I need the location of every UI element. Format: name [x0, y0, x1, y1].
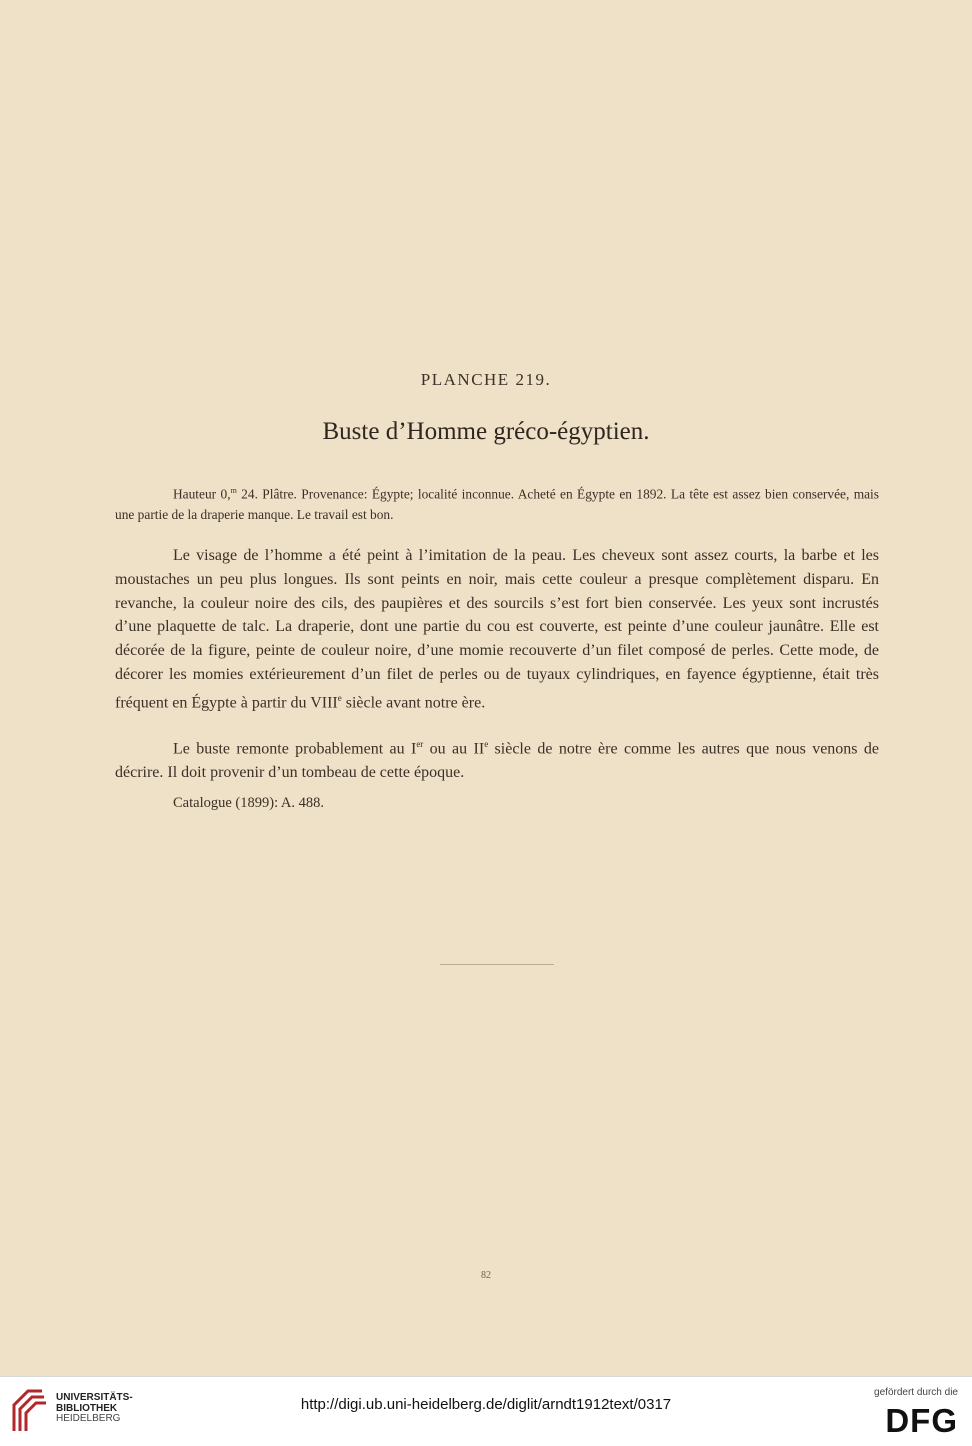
page-title: Buste d’Homme gréco-égyptien.	[322, 418, 650, 445]
paragraph-1-text: Le visage de l’homme a été peint à l’imitation de la peau. Les cheveux sont assez courts, la barbe et les moustaches un peu plus longues. Ils sont peints en noir, mais cette couleur a presque complètement disparu. En revanche, la couleur noire des cils, des paupières et des sourcils s’est fort bien conservée. Les yeux sont incrustés d’une plaquette de talc. La draperie, dont une partie du cou est couverte, est peinte d’une couleur jaunâtre. Elle est décorée de la figure, peinte de couleur noire, d’une momie recouverte d’un filet composé de perles. Cette mode, de décorer les momies extérieurement d’un filet de perles ou de tuyaux cylindriques, en fayence égyptienne, était très fréquent en Égypte à partir du VIII	[115, 547, 879, 712]
divider-rule	[440, 964, 554, 965]
paragraph-1-end: siècle avant notre ère.	[341, 694, 486, 712]
funding-text: gefördert durch die	[874, 1387, 958, 1398]
description-text-1: Hauteur 0,	[173, 486, 231, 502]
plate-heading: PLANCHE 219.	[420, 370, 552, 389]
paragraph-2-text-2: ou au II	[423, 740, 485, 758]
dfg-logo[interactable]: DFG	[885, 1402, 958, 1439]
library-line-2: BIBLIOTHEK	[56, 1402, 118, 1414]
library-line-3: HEIDELBERG	[56, 1413, 121, 1424]
description-sup-m: m	[230, 486, 237, 495]
footer-bar	[0, 1376, 972, 1446]
paragraph-2-sup-2: e	[484, 739, 489, 749]
paragraph-2-text-3: siècle de notre ère comme les autres que nous venons de décrire. Il doit provenir d’un tombeau de cette époque.	[115, 740, 879, 782]
description-text-2: 24. Plâtre. Provenance: Égypte; localité inconnue. Acheté en Égypte en 1892. La tête est assez bien conservée, mais une partie de la draperie manque. Le travail est bon.	[115, 486, 879, 523]
paragraph-2-text-1: Le buste remonte probablement au I	[173, 740, 417, 758]
library-line-1: UNIVERSITÄTS-	[56, 1392, 133, 1403]
permalink-url[interactable]: http://digi.ub.uni-heidelberg.de/diglit/arndt1912text/0317	[300, 1396, 672, 1413]
catalogue-reference: Catalogue (1899): A. 488.	[173, 795, 325, 811]
description-paragraph	[115, 480, 879, 525]
body-paragraph-1	[115, 544, 879, 715]
paragraph-2-sup-1: er	[416, 739, 424, 749]
page-number: 82	[481, 1270, 491, 1281]
paragraph-1-sup: e	[337, 692, 342, 703]
body-paragraph-2	[115, 733, 879, 785]
